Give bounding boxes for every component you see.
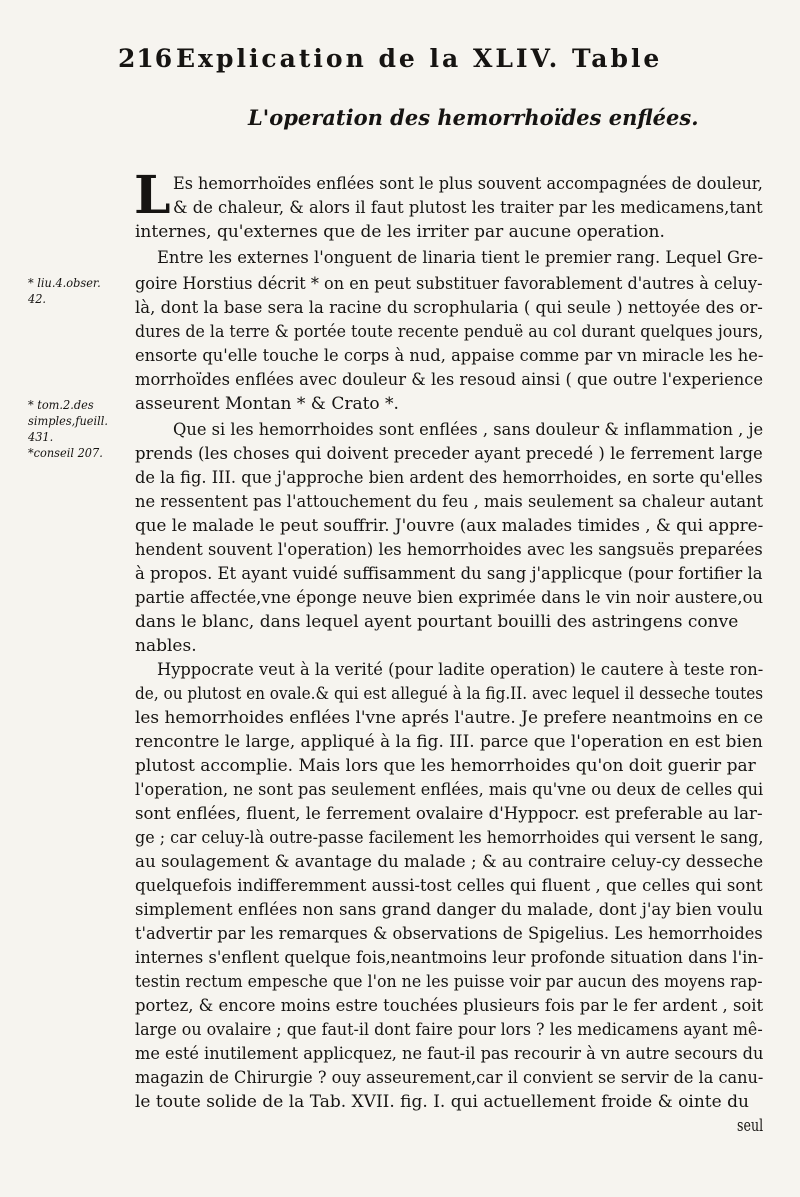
- text-line: quelquefois indifferemment aussi-tost celles qui fluent , que celles qui sont: [135, 876, 763, 896]
- text-line: Entre les externes l'onguent de linaria tient le premier rang. Lequel Gre-: [157, 248, 764, 268]
- text-line: testin rectum empesche que l'on ne les puisse voir par aucun des moyens rap-: [135, 972, 763, 992]
- margin-note: simples,fueill.: [28, 414, 108, 428]
- text-line: rencontre le large, appliqué à la fig. III. parce que l'operation en est bien: [135, 732, 763, 752]
- text-line: prends (les choses qui doivent preceder ayant precedé ) le ferrement large: [135, 444, 763, 464]
- catchword: seul: [737, 1116, 764, 1136]
- running-title: Explication de la XLIV. Table: [176, 44, 663, 73]
- text-line: l'operation, ne sont pas seulement enflées, mais qu'vne ou deux de celles qui: [135, 780, 764, 800]
- page-number: 216: [118, 44, 174, 73]
- text-line: morrhoïdes enflées avec douleur & les resoud ainsi ( que outre l'experience: [135, 370, 764, 390]
- text-line: Que si les hemorrhoides sont enflées , sans douleur & inflammation , je: [173, 420, 764, 440]
- text-line: que le malade le peut souffrir. J'ouvre (aux malades timides , & qui appre-: [135, 516, 764, 536]
- text-line: dans le blanc, dans lequel ayent pourtant bouilli des astringens conve: [135, 612, 739, 632]
- text-line: au soulagement & avantage du malade ; & au contraire celuy-cy desseche: [135, 852, 764, 872]
- text-line: Es hemorrhoïdes enflées sont le plus souvent accompagnées de douleur,: [173, 174, 763, 194]
- margin-note: * tom.2.des: [28, 398, 94, 412]
- text-line: simplement enflées non sans grand danger du malade, dont j'ay bien voulu: [135, 900, 764, 920]
- text-line: à propos. Et ayant vuidé suffisamment du sang j'applicque (pour fortifier la: [135, 564, 763, 584]
- text-line: partie affectée,vne éponge neuve bien exprimée dans le vin noir austere,ou: [135, 588, 764, 608]
- text-line: portez, & encore moins estre touchées plusieurs fois par le fer ardent , soit: [135, 996, 764, 1016]
- text-line: magazin de Chirurgie ? ouy asseurement,car il convient se servir de la canu-: [135, 1068, 764, 1088]
- text-line: dures de la terre & portée toute recente penduë au col durant quelques jours,: [135, 322, 764, 342]
- text-line: asseurent Montan * & Crato *.: [135, 394, 399, 414]
- margin-note: 42.: [28, 292, 47, 306]
- text-line: sont enflées, fluent, le ferrement ovalaire d'Hyppocr. est preferable au lar-: [135, 804, 763, 824]
- margin-note: * liu.4.obser.: [28, 276, 101, 290]
- margin-note: *conseil 207.: [28, 446, 103, 460]
- text-line: de, ou plutost en ovale.& qui est allegué à la fig.II. avec lequel il desseche toutes: [135, 684, 764, 704]
- text-line: me esté inutilement applicquez, ne faut-il pas recourir à vn autre secours du: [135, 1044, 764, 1064]
- text-line: nables.: [135, 636, 197, 656]
- text-line: large ou ovalaire ; que faut-il dont faire pour lors ? les medicamens ayant mê-: [135, 1020, 763, 1040]
- page-header: [118, 44, 718, 80]
- text-line: internes s'enflent quelque fois,neantmoins leur profonde situation dans l'in-: [135, 948, 764, 968]
- text-line: internes, qu'externes que de les irriter par aucune operation.: [135, 222, 665, 242]
- text-line: t'advertir par les remarques & observations de Spigelius. Les hemorrhoides: [135, 924, 763, 944]
- text-line: le toute solide de la Tab. XVII. fig. I. qui actuellement froide & ointe du: [135, 1092, 749, 1112]
- text-line: ne ressentent pas l'attouchement du feu , mais seulement sa chaleur autant: [135, 492, 764, 512]
- text-line: Hyppocrate veut à la verité (pour ladite operation) le cautere à teste ron-: [157, 660, 764, 680]
- text-line: ge ; car celuy-là outre-passe facilement les hemorrhoides qui versent le sang,: [135, 828, 764, 848]
- section-title: L'operation des hemorrhoïdes enflées.: [248, 105, 699, 130]
- text-line: & de chaleur, & alors il faut plutost les traiter par les medicamens,tant: [173, 198, 763, 218]
- text-line: goire Horstius décrit * on en peut substituer favorablement d'autres à celuy-: [135, 274, 763, 294]
- text-line: ensorte qu'elle touche le corps à nud, appaise comme par vn miracle les he-: [135, 346, 764, 366]
- text-line: hendent souvent l'operation) les hemorrhoides avec les sangsuës preparées: [135, 540, 763, 560]
- text-line: là, dont la base sera la racine du scrophularia ( qui seule ) nettoyée des or-: [135, 298, 763, 318]
- text-line: les hemorrhoides enflées l'vne aprés l'autre. Je prefere neantmoins en ce: [135, 708, 764, 728]
- text-line: plutost accomplie. Mais lors que les hemorrhoides qu'on doit guerir par: [135, 756, 756, 776]
- drop-cap: L: [134, 165, 171, 226]
- text-line: de la fig. III. que j'approche bien ardent des hemorrhoides, en sorte qu'elles: [135, 468, 763, 488]
- margin-note: 431.: [28, 430, 54, 444]
